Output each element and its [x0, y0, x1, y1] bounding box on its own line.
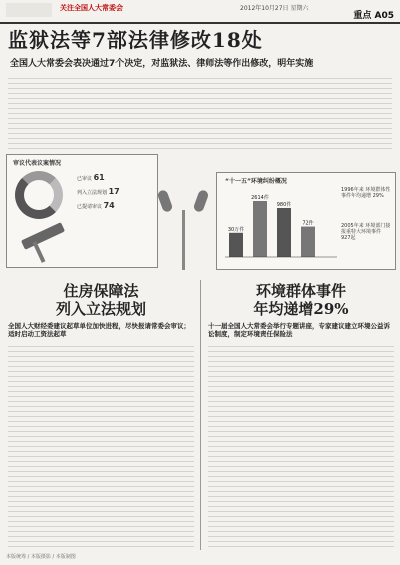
review-item-label: 列入立法规划 [77, 190, 108, 196]
column-divider [200, 280, 201, 550]
env-headline-line1: 环境群体事件 [255, 282, 346, 300]
bar-value-label: 72件 [302, 220, 314, 227]
env-chart-title: “十一五”环境纠纷概况 [225, 178, 287, 185]
microphone-stand-icon [182, 210, 185, 270]
bar [277, 208, 291, 257]
bar [301, 227, 315, 257]
review-item-label: 已提请审议 [77, 204, 103, 210]
review-item-label: 已审议 [77, 176, 93, 182]
housing-subhead: 全国人大财经委建议起草单位加快进程，尽快报请常委会审议；适时启动工资法起草 [8, 322, 190, 338]
bar [253, 201, 267, 257]
page-footer: 本版统筹 / 本版摄影 / 本版制图 [6, 554, 76, 560]
gavel-handle-icon [33, 241, 46, 263]
microphone-icon [157, 189, 174, 213]
housing-headline-line2: 列入立法规划 [55, 300, 146, 318]
env-subhead: 十一届全国人大常委会举行专题讲座，专家建议建立环境公益诉讼制度，制定环境责任保险法 [208, 322, 390, 338]
chart-annotation: 2005年来 环境部门接报重特大环境事件 927起 [341, 223, 391, 241]
review-item [77, 187, 120, 196]
lead-article-body [8, 74, 392, 152]
lead-headline: 监狱法等7部法律修改18处 [8, 28, 263, 52]
review-item-value: 17 [108, 187, 120, 196]
review-item [77, 201, 115, 210]
section-label: 重点 A05 [353, 11, 394, 21]
env-headline [206, 282, 396, 318]
bar-value-label: 30万件 [227, 226, 245, 233]
housing-headline-line1: 住房保障法 [63, 282, 139, 300]
lead-subhead: 全国人大常委会表决通过7个决定，对监狱法、律师法等作出修改，明年实施 [10, 59, 314, 69]
env-bar-chart [221, 185, 341, 265]
housing-headline [6, 282, 196, 318]
chart-annotation: 1996年来 环境群体性事件年均递增 29% [341, 187, 391, 199]
review-item [77, 173, 105, 182]
issue-date: 2012年10月27日 星期六 [240, 5, 309, 12]
env-article-body [208, 342, 394, 548]
bar [229, 233, 243, 257]
env-chart-panel [216, 172, 396, 270]
microphone-icon [193, 189, 210, 213]
review-panel [6, 154, 158, 268]
gavel-icon [21, 222, 65, 250]
bar-value-label: 2614件 [251, 195, 269, 201]
review-panel-title: 审议代表议案情况 [13, 160, 62, 167]
env-headline-line2: 年均递增29% [253, 300, 349, 318]
housing-article-body [8, 342, 194, 548]
review-item-value: 61 [93, 173, 105, 182]
page-header [0, 0, 400, 24]
newspaper-logo [6, 3, 52, 17]
bar-value-label: 980件 [276, 201, 292, 208]
review-item-value: 74 [103, 201, 115, 210]
review-donut [15, 171, 63, 219]
column-title: 关注全国人大常委会 [60, 4, 123, 12]
